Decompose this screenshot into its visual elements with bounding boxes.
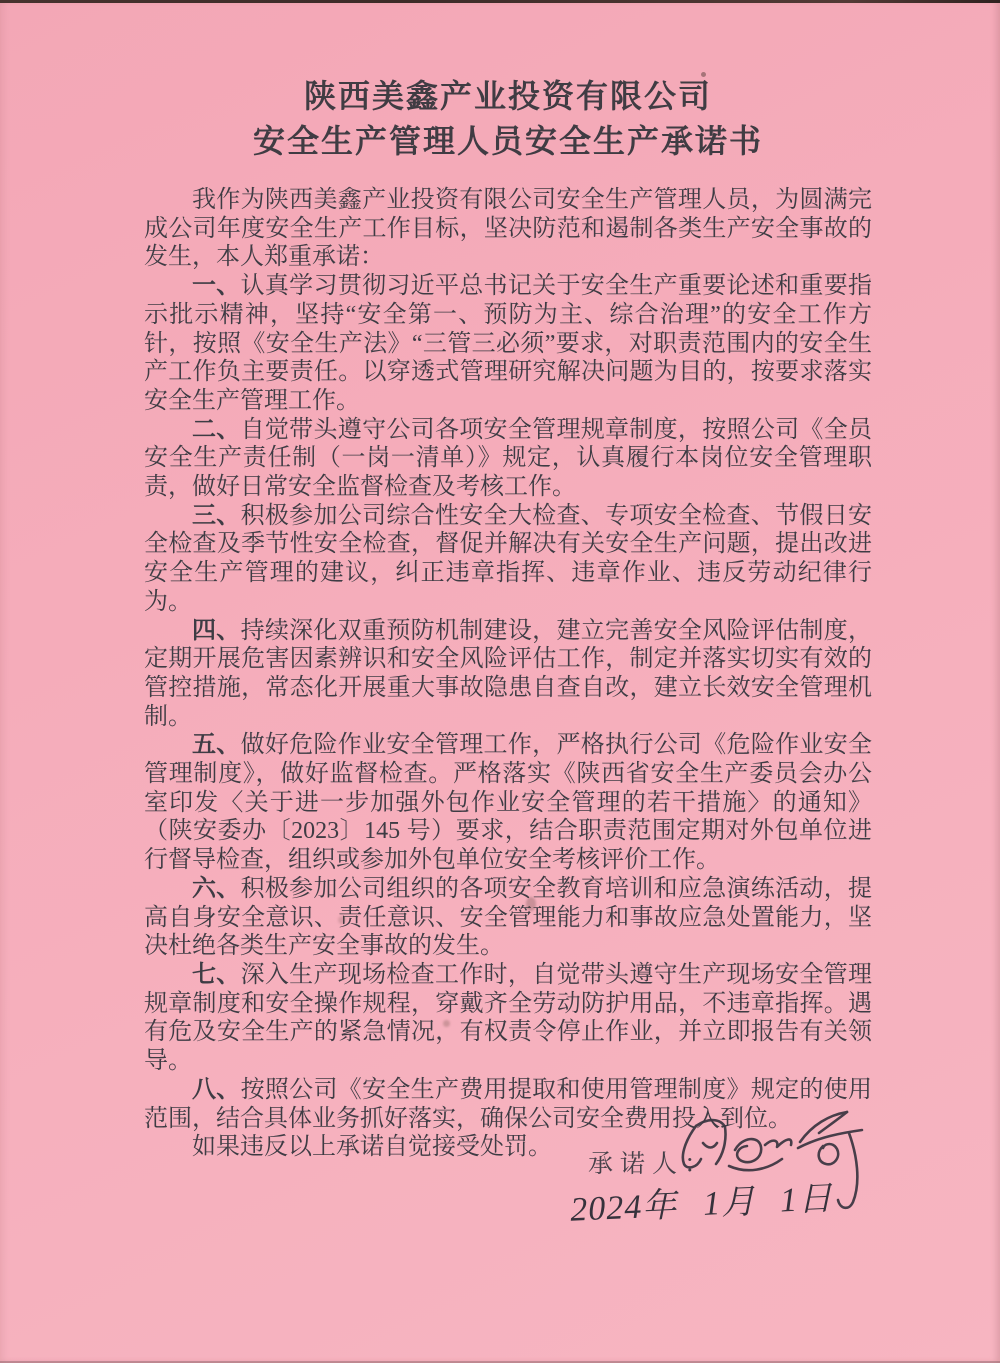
commitment-item-2: [144, 416, 872, 502]
commitment-item-5: [144, 731, 872, 875]
commitment-item-3: [144, 502, 872, 617]
commitment-item-6: [144, 875, 872, 961]
item-number-1: 一、: [192, 273, 241, 300]
document-title: 安全生产管理人员安全生产承诺书: [252, 123, 763, 159]
item-number-3: 三、: [192, 502, 241, 529]
item-text-3: 积极参加公司综合性安全大检查、专项安全检查、节假日安全检查及季节性安全检查，督促并解决有关安全生产问题，提出改进安全生产管理的建议，纠正违章指挥、违章作业、违反劳动纪律行为。: [144, 502, 872, 615]
item-number-2: 二、: [192, 416, 241, 443]
item-number-8: 八、: [192, 1076, 241, 1103]
item-text-1: 认真学习贯彻习近平总书记关于安全生产重要论述和重要指示批示精神，坚持“安全第一、预防为主、综合治理”的安全工作方针，按照《安全生产法》“三管三必须”要求，对职责范围内的安全生产工作负主要责任。以穿透式管理研究解决问题为目的，按要求落实安全生产管理工作。: [144, 273, 872, 414]
date-month: 1月: [702, 1183, 757, 1223]
item-text-7: 深入生产现场检查工作时，自觉带头遵守生产现场安全管理规章制度和安全操作规程，穿戴齐全劳动防护用品，不违章指挥。遇有危及安全生产的紧急情况，有权责令停止作业，并立即报告有关领导。: [144, 961, 872, 1075]
closing-statement: 如果违反以上承诺自觉接受处罚。: [192, 1134, 552, 1161]
commitment-item-7: [144, 961, 872, 1076]
commitment-item-1: [144, 272, 872, 416]
scan-edge-top: [0, 0, 1000, 3]
item-text-6: 积极参加公司组织的各项安全教育培训和应急演练活动，提高自身安全意识、责任意识、安全管理能力和事故应急处置能力，坚决杜绝各类生产安全事故的发生。: [144, 875, 872, 960]
commitment-item-4: [144, 617, 872, 732]
signer-label: 承诺人：: [588, 1151, 717, 1178]
item-text-2: 自觉带头遵守公司各项安全管理规章制度，按照公司《全员安全生产责任制（一岗一清单）》规定，认真履行本岗位安全管理职责，做好日常安全监督检查及考核工作。: [144, 416, 872, 501]
company-title: 陕西美鑫产业投资有限公司: [303, 78, 712, 114]
intro-paragraph: 我作为陕西美鑫产业投资有限公司安全生产管理人员，为圆满完成公司年度安全生产工作目标，坚决防范和遏制各类生产安全事故的发生，本人郑重承诺：: [144, 187, 872, 271]
date-year: 2024年: [569, 1187, 679, 1229]
item-number-5: 五、: [192, 732, 241, 759]
document-content: [144, 74, 872, 1162]
signature-block: [560, 1100, 920, 1260]
document-body: [144, 186, 872, 1162]
item-text-8: 按照公司《安全生产费用提取和使用管理制度》规定的使用范围，结合具体业务抓好落实，确保公司安全费用投入到位。: [144, 1076, 872, 1132]
paper-speck: [338, 916, 346, 924]
item-text-5: 做好危险作业安全管理工作，严格执行公司《危险作业安全管理制度》，做好监督检查。严格落实《陕西省安全生产委员会办公室印发〈关于进一步加强外包作业安全管理的若干措施〉的通知》（陕安委办〔2023〕145 号）要求，结合职责范围定期对外包单位进行督导检查，组织或参加外包单位安全考核评价工作。: [144, 732, 872, 874]
paper-speck: [526, 897, 536, 911]
item-number-6: 六、: [192, 875, 241, 902]
item-number-7: 七、: [192, 961, 241, 988]
paper-speck: [701, 72, 706, 77]
item-text-4: 持续深化双重预防机制建设，建立完善安全风险评估制度，定期开展危害因素辨识和安全风险评估工作，制定并落实切实有效的管控措施，常态化开展重大事故隐患自查自改，建立长效安全管理机制。: [144, 617, 872, 730]
item-number-4: 四、: [192, 617, 241, 644]
paper-speck: [443, 1020, 450, 1027]
date-day: 1日: [779, 1180, 834, 1220]
paper-speck: [607, 853, 613, 859]
